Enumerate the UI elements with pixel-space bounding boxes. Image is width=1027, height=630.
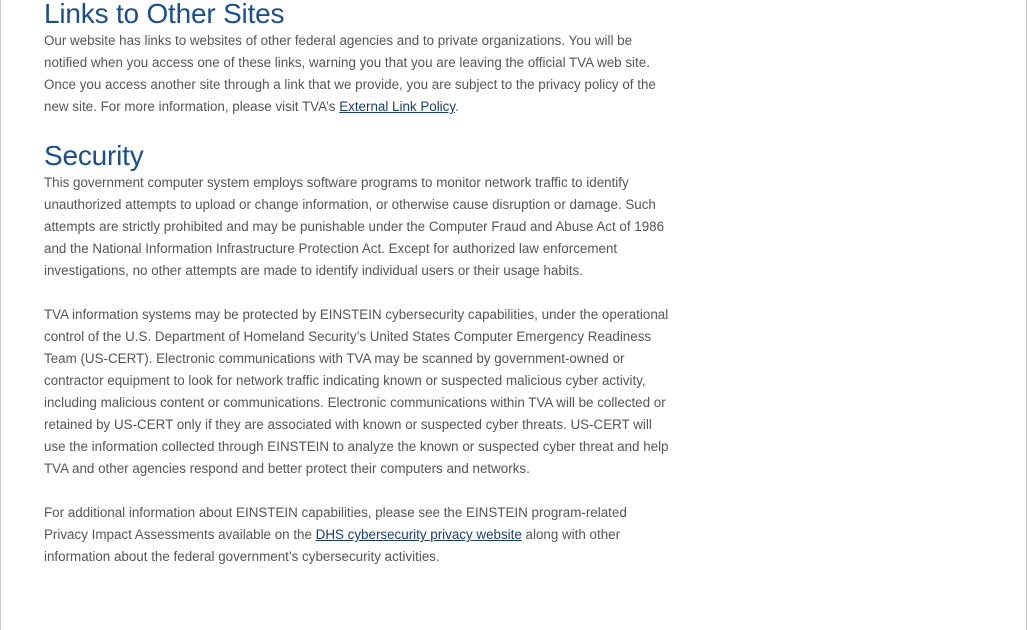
- security-paragraph-2: TVA information systems may be protected by EINSTEIN cybersecurity capabilities, under the operational control of the U.S. Department of Homeland Security’s United States Computer Emergency Readiness Team (US-CERT). Electronic communications with TVA may be scanned by government-owned or contractor equipment to look for network traffic indicating known or suspected malicious cyber activity, including malicious content or communications. Electronic communications within TVA will be collected or retained by US-CERT only if they are associated with known or suspected cyber threats. US-CERT will use the information collected through EINSTEIN to analyze the known or suspected cyber threat and help TVA and other agencies respond and better protect their computers and networks.: [44, 307, 669, 476]
- security-p3-text-after: along with other information about the federal government’s cybersecurity activities.: [44, 527, 621, 564]
- security-p3-text-before: For additional information about EINSTEIN capabilities, please see the EINSTEIN program-related Privacy Impact Assessments available on the: [44, 505, 627, 542]
- dhs-cybersecurity-privacy-link[interactable]: DHS cybersecurity privacy website: [315, 527, 522, 542]
- security-paragraph-1: This government computer system employs software programs to monitor network traffic to identify unauthorized attempts to upload or change information, or otherwise cause disruption or damage. Such attempts are strictly prohibited and may be punishable under the Computer Fraud and Abuse Act of 1986 and the National Information Infrastructure Protection Act. Except for authorized law enforcement investigations, no other attempts are made to identify individual users or their usage habits.: [44, 175, 665, 278]
- links-to-other-sites-heading: Links to Other Sites: [44, 0, 285, 29]
- security-heading: Security: [44, 140, 144, 171]
- external-link-policy-link[interactable]: External Link Policy: [339, 99, 456, 114]
- main-content: [44, 0, 669, 568]
- links-to-other-sites-section: [44, 0, 669, 118]
- links-text-before: Our website has links to websites of other federal agencies and to private organizations. You will be notified when you access one of these links, warning you that you are leaving the official TVA web site. Once you access another site through a link that we provide, you are subject to the privacy policy of the new site. For more information, please visit TVA’s: [44, 33, 656, 114]
- links-text-after: .: [455, 99, 459, 114]
- security-section: [44, 140, 669, 568]
- links-to-other-sites-paragraph: [44, 30, 669, 118]
- security-paragraph-3: [44, 502, 669, 568]
